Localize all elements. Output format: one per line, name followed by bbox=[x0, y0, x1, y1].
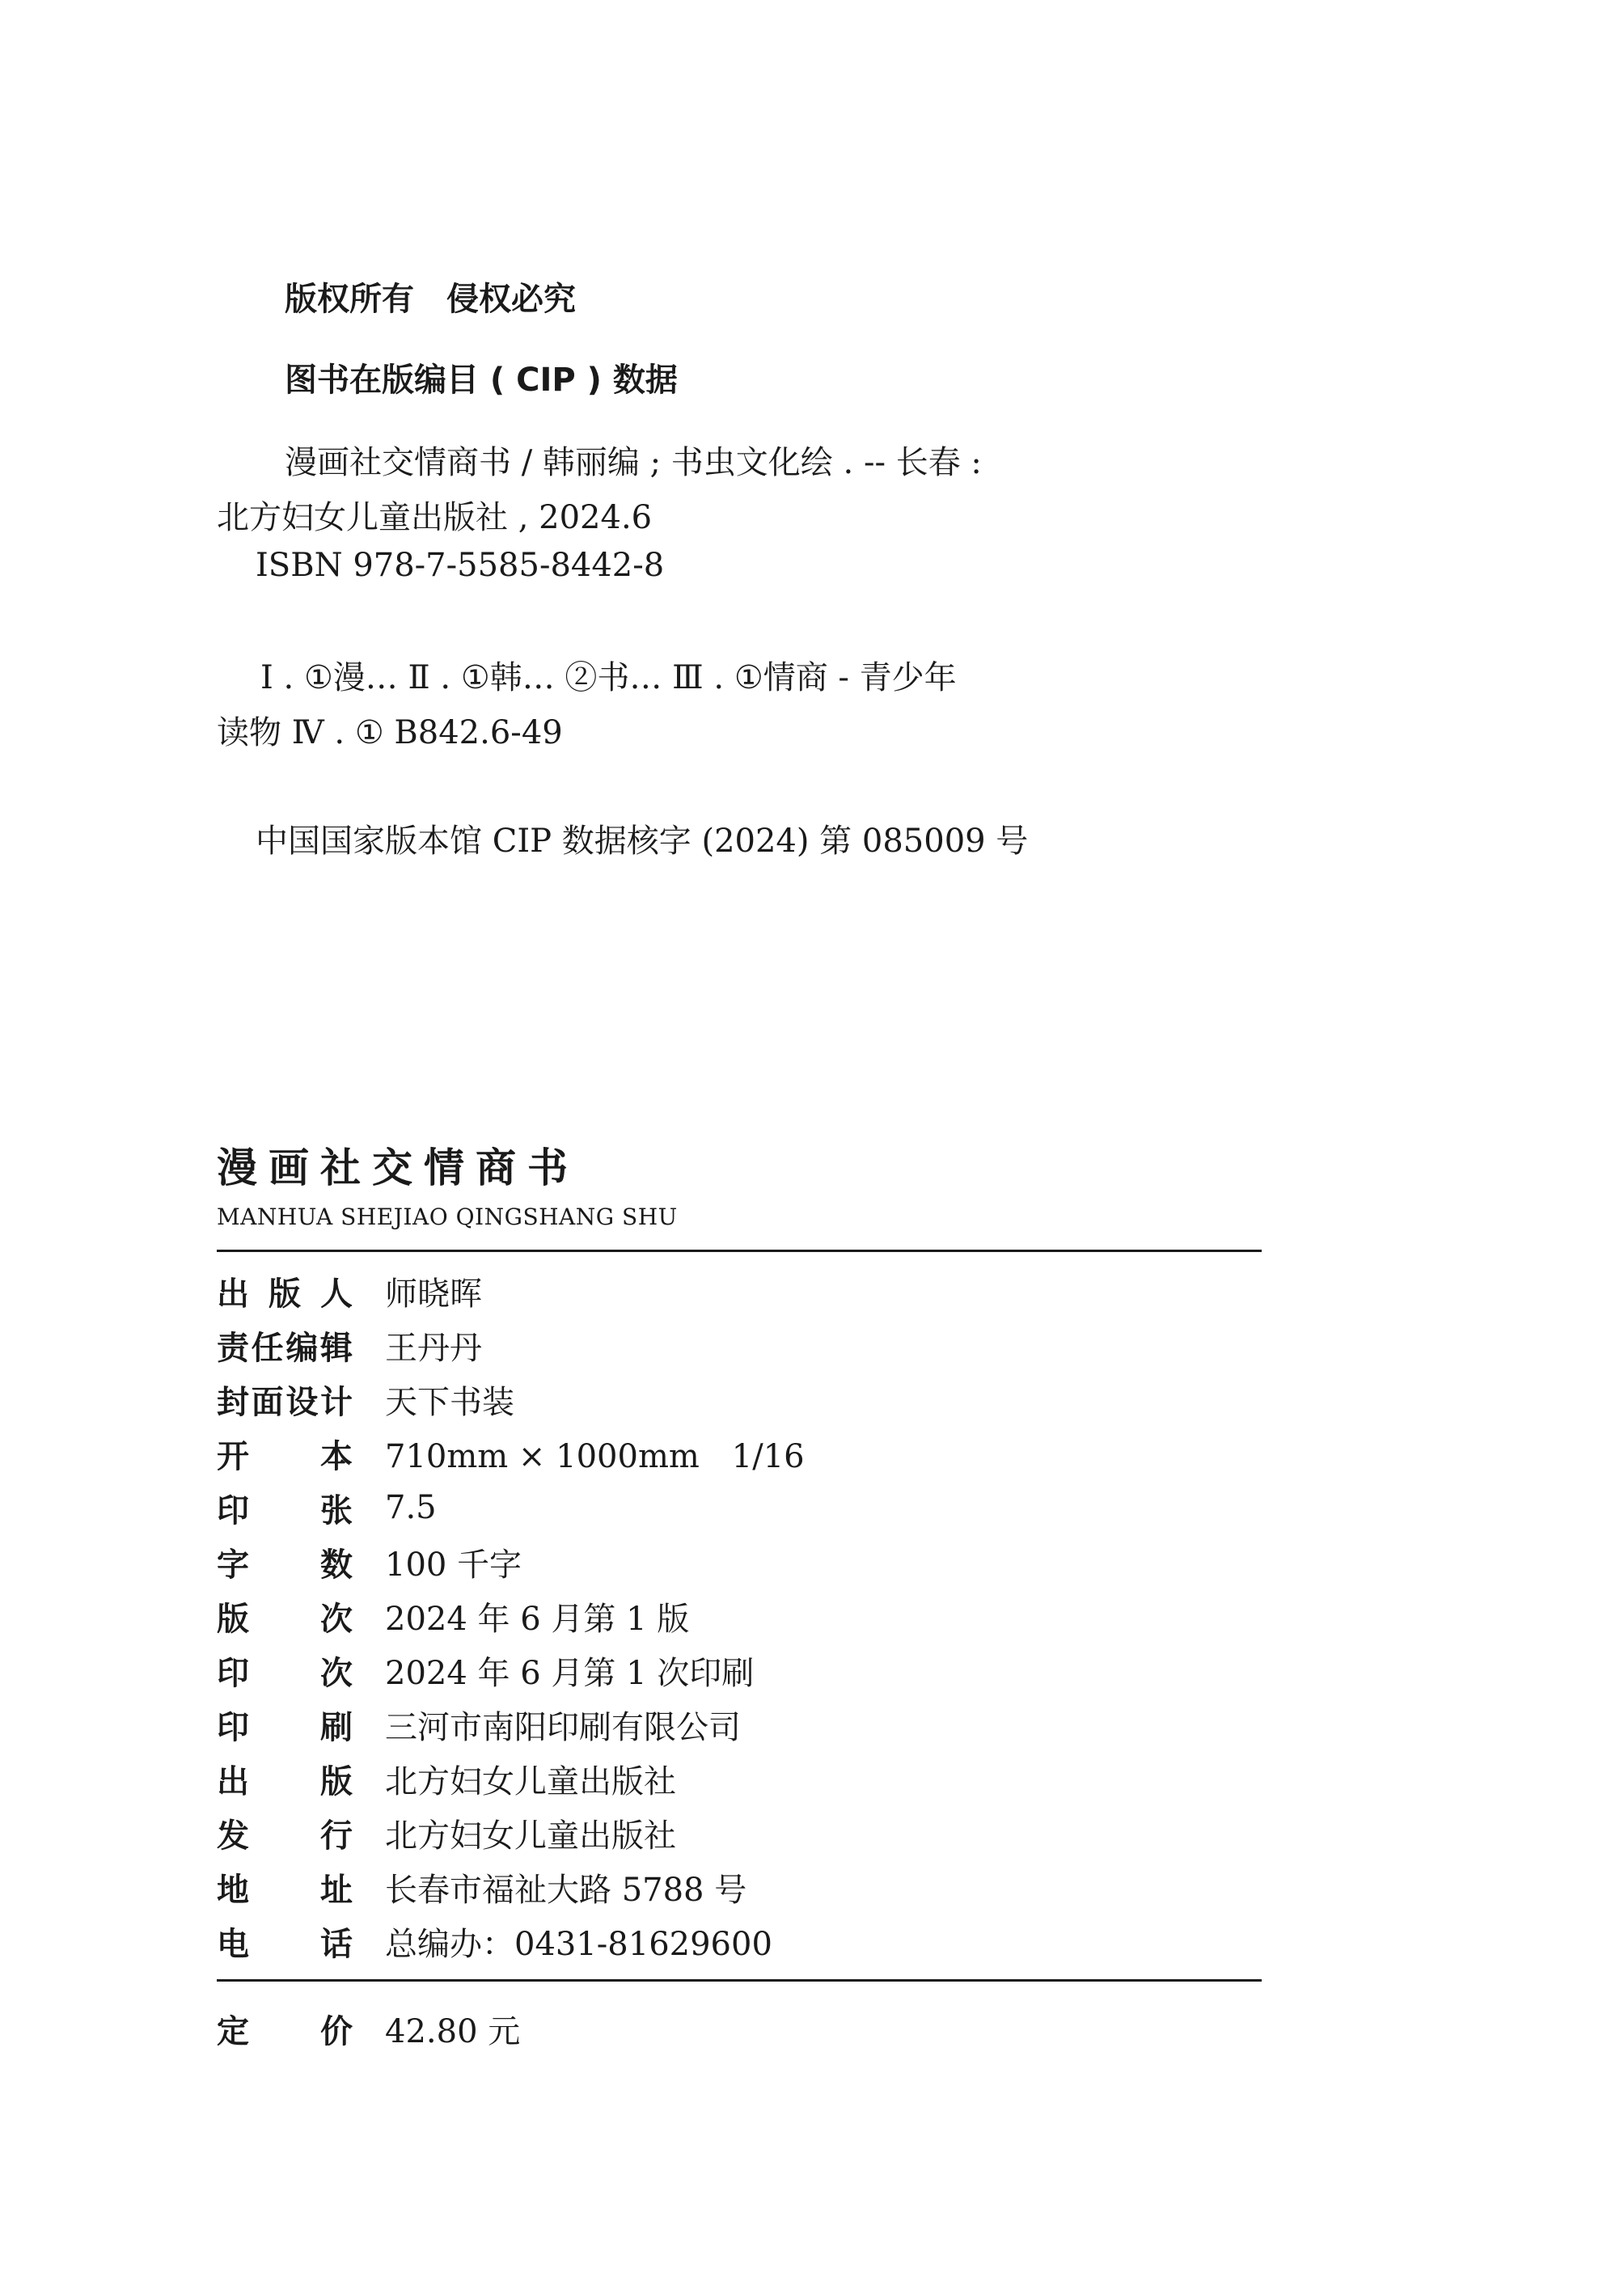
colophon-label-char: 字 bbox=[217, 1546, 249, 1584]
bottom-divider bbox=[217, 1979, 1262, 1982]
colophon-label-char: 出 bbox=[217, 1275, 249, 1313]
colophon-value: 长春市福祉大路 5788 号 bbox=[385, 1871, 747, 1909]
colophon-row bbox=[217, 1863, 746, 1911]
colophon-label-char: 印 bbox=[217, 1491, 249, 1529]
colophon-label bbox=[217, 1322, 353, 1369]
colophon-value: 师晓晖 bbox=[385, 1275, 482, 1313]
cip-verification: 中国国家版本馆 CIP 数据核字 (2024) 第 085009 号 bbox=[256, 823, 1029, 860]
colophon-label bbox=[217, 1864, 353, 1910]
top-divider bbox=[217, 1250, 1262, 1252]
colophon-label-char: 版 bbox=[320, 1762, 353, 1800]
colophon-value: 2024 年 6 月第 1 次印刷 bbox=[385, 1654, 755, 1692]
colophon-row bbox=[217, 1917, 772, 1965]
cip-heading: 图书在版编目 ( CIP ) 数据 bbox=[285, 362, 678, 399]
cip-isbn: ISBN 978-7-5585-8442-8 bbox=[256, 547, 665, 584]
colophon-row bbox=[217, 1592, 689, 1640]
colophon-row bbox=[217, 1429, 805, 1478]
colophon-label bbox=[217, 1539, 353, 1585]
colophon-label-char: 开 bbox=[217, 1437, 249, 1475]
colophon-label bbox=[217, 1919, 353, 1965]
colophon-label-char: 发 bbox=[217, 1817, 249, 1855]
colophon-label-char: 人 bbox=[320, 1275, 353, 1313]
colophon-label bbox=[217, 1593, 353, 1639]
colophon-label bbox=[217, 1268, 353, 1314]
colophon-value: 天下书装 bbox=[385, 1383, 514, 1421]
copyright-notice: 版权所有 侵权必究 bbox=[285, 281, 576, 318]
colophon-value: 2024 年 6 月第 1 版 bbox=[385, 1600, 690, 1638]
colophon-label-char: 次 bbox=[320, 1654, 353, 1692]
colophon-label bbox=[217, 1648, 353, 1694]
colophon-label-char: 印 bbox=[217, 1654, 249, 1692]
colophon-row bbox=[217, 1375, 514, 1424]
price-value: 42.80 元 bbox=[385, 2012, 521, 2050]
colophon-row bbox=[217, 1538, 522, 1586]
colophon-value: 三河市南阳印刷有限公司 bbox=[385, 1708, 741, 1746]
colophon-label-char: 话 bbox=[320, 1925, 353, 1963]
colophon-row bbox=[217, 1267, 482, 1315]
colophon-label bbox=[217, 1702, 353, 1748]
colophon-row bbox=[217, 1700, 741, 1749]
price-row bbox=[217, 2004, 520, 2053]
colophon-value: 总编办：0431-81629600 bbox=[385, 1925, 772, 1963]
colophon-label-char: 印 bbox=[217, 1708, 249, 1746]
cip-line-2: 北方妇女儿童出版社 , 2024.6 bbox=[217, 499, 653, 536]
colophon-label-char: 电 bbox=[217, 1925, 249, 1963]
colophon-row bbox=[217, 1483, 437, 1532]
colophon-row bbox=[217, 1321, 482, 1369]
colophon-label-char: 数 bbox=[320, 1546, 353, 1584]
colophon-label-char: 地 bbox=[217, 1871, 249, 1909]
colophon-value: 100 千字 bbox=[385, 1546, 522, 1584]
colophon-label-char: 封 bbox=[217, 1383, 249, 1421]
book-title-chinese: 漫画社交情商书 bbox=[217, 1144, 579, 1191]
colophon-label-char: 编 bbox=[285, 1329, 319, 1367]
colophon-row bbox=[217, 1809, 676, 1857]
colophon-label-char: 刷 bbox=[320, 1708, 353, 1746]
colophon-label bbox=[217, 1485, 353, 1531]
colophon-label-char: 版 bbox=[269, 1275, 301, 1313]
colophon-label-char: 出 bbox=[217, 1762, 249, 1800]
cip-classification-1: Ⅰ . ①漫… Ⅱ . ①韩… ②书… Ⅲ . ①情商 - 青少年 bbox=[260, 659, 957, 696]
book-title-pinyin: MANHUA SHEJIAO QINGSHANG SHU bbox=[217, 1204, 678, 1230]
colophon-label-char: 面 bbox=[251, 1383, 284, 1421]
colophon-label-char: 址 bbox=[320, 1871, 353, 1909]
colophon-label-char: 设 bbox=[285, 1383, 319, 1421]
colophon-value: 710mm × 1000mm 1/16 bbox=[385, 1437, 805, 1475]
colophon-label-char: 辑 bbox=[319, 1329, 353, 1367]
colophon-label-char: 次 bbox=[320, 1600, 353, 1638]
colophon-label-char: 行 bbox=[320, 1817, 353, 1855]
colophon-label bbox=[217, 1431, 353, 1477]
colophon-row bbox=[217, 1754, 676, 1803]
colophon-label-char: 任 bbox=[251, 1329, 284, 1367]
colophon-label bbox=[217, 1810, 353, 1856]
colophon-label-char: 张 bbox=[320, 1491, 353, 1529]
colophon-value: 北方妇女儿童出版社 bbox=[385, 1817, 676, 1855]
colophon-value: 王丹丹 bbox=[385, 1329, 482, 1367]
colophon-label-char: 责 bbox=[217, 1329, 249, 1367]
colophon-label-char: 版 bbox=[217, 1600, 249, 1638]
cip-line-1: 漫画社交情商书 / 韩丽编 ; 书虫文化绘 . -- 长春 : bbox=[285, 444, 982, 481]
colophon-label bbox=[217, 1377, 353, 1423]
price-label-char: 定 bbox=[217, 2012, 249, 2050]
cip-classification-2: 读物 Ⅳ . ① B842.6-49 bbox=[217, 714, 563, 751]
colophon-row bbox=[217, 1646, 754, 1694]
colophon-label-char: 计 bbox=[319, 1383, 353, 1421]
colophon-value: 北方妇女儿童出版社 bbox=[385, 1762, 676, 1800]
price-label bbox=[217, 2006, 353, 2052]
colophon-label-char: 本 bbox=[320, 1437, 353, 1475]
price-label-char: 价 bbox=[320, 2012, 353, 2050]
colophon-label bbox=[217, 1756, 353, 1802]
colophon-value: 7.5 bbox=[385, 1489, 437, 1526]
